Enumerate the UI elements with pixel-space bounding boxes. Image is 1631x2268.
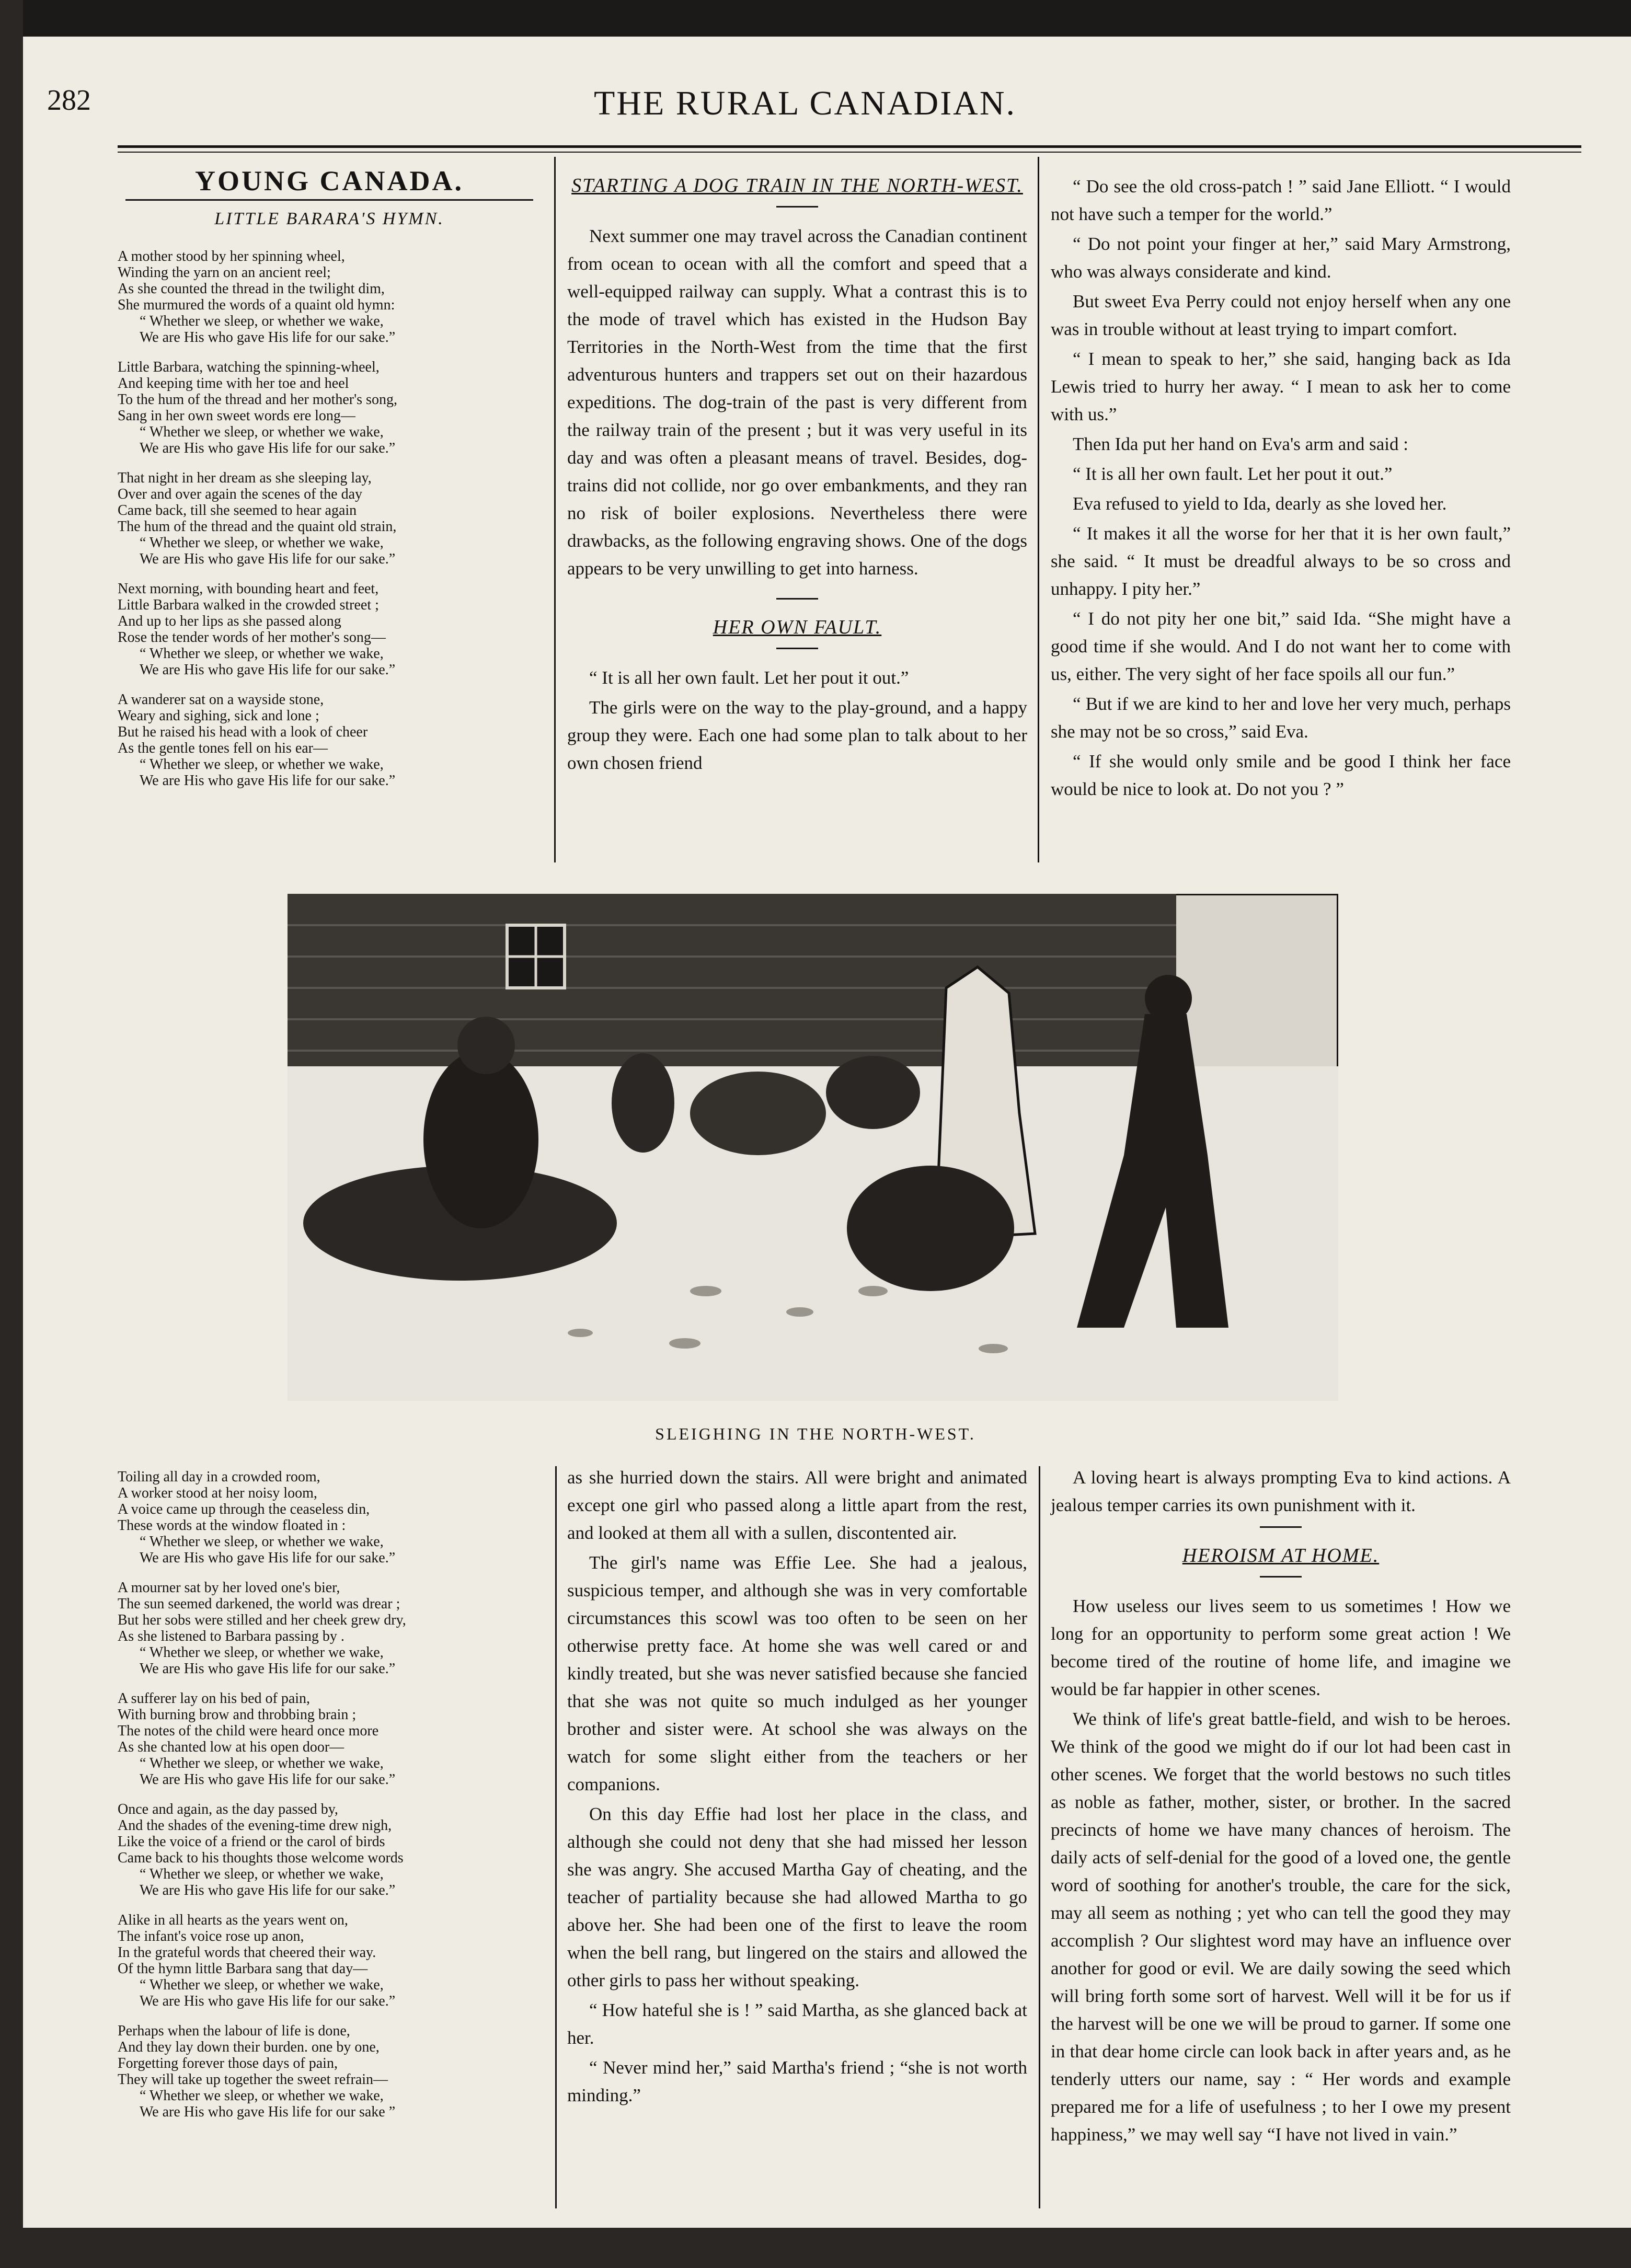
poem-line: The sun seemed darkened, the world was drear ; xyxy=(118,1596,400,1612)
header-rule xyxy=(118,145,1581,148)
poem-line: We are His who gave His life for our sake.” xyxy=(140,773,396,789)
poem-line: We are His who gave His life for our sake.” xyxy=(140,1993,396,2009)
her-own-fault-paragraph: The girl's name was Effie Lee. She had a jealous, suspicious temper, and although she was in very comfortable circumstances this scowl was too often to be seen on her otherwise pretty face. At home she was well cared or and kindly treated, but she was never satisfied because she fancied that she was not quite so much indulged as her younger brother and sister were. At school she was always on the watch for some slight either from the teachers or her companions. xyxy=(567,1552,1027,1794)
poem-line: “ Whether we sleep, or whether we wake, xyxy=(140,1755,384,1771)
poem-bottom xyxy=(118,1469,546,2120)
her-own-fault-bottom-column xyxy=(567,1464,1027,2111)
column-divider xyxy=(1038,157,1039,862)
poem-line: She murmured the words of a quaint old hymn: xyxy=(118,297,395,313)
page-scan-left-edge xyxy=(0,0,23,2268)
poem-line: “ Whether we sleep, or whether we wake, xyxy=(140,535,384,551)
poem-line: We are His who gave His life for our sake ” xyxy=(140,2104,396,2120)
poem-line: As she chanted low at his open door— xyxy=(118,1739,344,1755)
poem-line: A mourner sat by her loved one's bier, xyxy=(118,1580,340,1596)
column-divider xyxy=(555,1466,557,2208)
poem-line: Perhaps when the labour of life is done, xyxy=(118,2023,350,2039)
poem-line: A sufferer lay on his bed of pain, xyxy=(118,1690,311,1707)
reluctant-dog xyxy=(847,1166,1014,1291)
poem-line: And the shades of the evening-time drew nigh, xyxy=(118,1817,392,1834)
poem-line: And keeping time with her toe and heel xyxy=(118,375,349,392)
poem-line: We are His who gave His life for our sake.” xyxy=(140,1771,396,1788)
poem-line: Rose the tender words of her mother's song— xyxy=(118,629,386,646)
young-canada-title: YOUNG CANADA. xyxy=(195,165,464,197)
poem-line: As the gentle tones fell on his ear— xyxy=(118,740,328,756)
her-own-fault-paragraph: “ It is all her own fault. Let her pout it out.” xyxy=(1073,464,1393,484)
poem-line: A worker stood at her noisy loom, xyxy=(118,1485,317,1501)
poem-line: A wanderer sat on a wayside stone, xyxy=(118,692,324,708)
poem-line: A mother stood by her spinning wheel, xyxy=(118,248,345,264)
poem-line: But he raised his head with a look of cheer xyxy=(118,724,368,740)
poem-line: But her sobs were stilled and her cheek grew dry, xyxy=(118,1612,406,1628)
article-separator xyxy=(776,598,818,600)
poem-line: “ Whether we sleep, or whether we wake, xyxy=(140,646,384,662)
title-rule xyxy=(1260,1576,1302,1578)
her-own-fault-paragraph: “ Never mind her,” said Martha's friend ; “she is not worth minding.” xyxy=(567,2057,1027,2105)
poem-line: “ Whether we sleep, or whether we wake, xyxy=(140,756,384,773)
page-number: 282 xyxy=(47,84,91,117)
poem-continued-column xyxy=(118,1469,546,2134)
poem-line: “ Whether we sleep, or whether we wake, xyxy=(140,424,384,440)
poem-line: These words at the window floated in : xyxy=(118,1517,346,1534)
her-own-fault-paragraph: “ I do not pity her one bit,” said Ida. “She might have a good time if she would. And I do not want her to come with us, either. The very sight of her face spoils all our fun.” xyxy=(1051,608,1511,684)
poem-line: “ Whether we sleep, or whether we wake, xyxy=(140,2088,384,2104)
her-own-fault-paragraph: “ It is all her own fault. Let her pout it out.” xyxy=(589,667,909,688)
seated-man xyxy=(423,1051,538,1228)
her-own-fault-paragraph: On this day Effie had lost her place in the class, and although she could not deny that she had missed her lesson she was angry. She accused Martha Gay of cheating, and the teacher of partiality because she had allowed Martha to go above her. She had been one of the first to leave the room when the bell rang, but lingered on the stairs and allowed the other girls to pass her without speaking. xyxy=(567,1804,1027,1990)
her-own-fault-paragraph: But sweet Eva Perry could not enjoy herself when any one was in trouble without at least trying to impart comfort. xyxy=(1051,291,1511,339)
her-own-fault-paragraph: “ Do see the old cross-patch ! ” said Jane Elliott. “ I would not have such a temper for the world.” xyxy=(1051,176,1511,224)
heroism-paragraph: How useless our lives seem to us sometimes ! How we long for an opportunity to perform some great action ! We become tired of the routine of home life, and imagine we would be far happier in other scenes. xyxy=(1051,1596,1511,1699)
her-own-fault-paragraph: “ How hateful she is ! ” said Martha, as she glanced back at her. xyxy=(567,2000,1027,2048)
column-divider xyxy=(1039,1466,1040,2208)
poem-stanza xyxy=(118,1690,546,1788)
poem-line: We are His who gave His life for our sake.” xyxy=(140,551,396,567)
poem-line: We are His who gave His life for our sake.” xyxy=(140,662,396,678)
poem-line: Next morning, with bounding heart and feet, xyxy=(118,581,379,597)
poem-line: We are His who gave His life for our sake.” xyxy=(140,329,396,346)
poem-stanza xyxy=(118,1801,546,1898)
masthead-title: THE RURAL CANADIAN. xyxy=(593,84,1016,122)
poem-line: Came back, till she seemed to hear again xyxy=(118,502,357,519)
heroism-column xyxy=(1051,1464,1511,2150)
poem-line: Alike in all hearts as the years went on, xyxy=(118,1912,348,1928)
poem-line: As she listened to Barbara passing by . xyxy=(118,1628,344,1644)
poem-line: Little Barbara, watching the spinning-wheel, xyxy=(118,359,380,375)
title-rule xyxy=(776,648,818,649)
poem-line: Like the voice of a friend or the carol of birds xyxy=(118,1834,385,1850)
poem-stanza xyxy=(118,1469,546,1566)
poem-line: Toiling all day in a crowded room, xyxy=(118,1469,320,1485)
dog-figure xyxy=(690,1072,826,1155)
poem-line: We are His who gave His life for our sake.” xyxy=(140,440,396,456)
poem-top xyxy=(118,248,541,789)
poem-line: They will take up together the sweet refrain— xyxy=(118,2071,388,2088)
dog-train-paragraph: Next summer one may travel across the Canadian continent from ocean to ocean with all the comfort and speed that a well-equipped railway can supply. What a contrast this is to the mode of travel which has existed in the Hudson Bay Territories in the North-West from the time that the first adventurous hunters and trappers set out on their hazardous expeditions. The dog-train of the past is very different from the railway train of the present ; but it was very useful in its day and was often a pleasant means of travel. Besides, dog-trains did not collide, nor go over embankments, and they ran no risk of boiler explosions. Nevertheless there were drawbacks, as the following engraving shows. One of the dogs appears to be very unwilling to get into harness. xyxy=(567,226,1027,579)
article-separator xyxy=(1260,1526,1302,1528)
poem-line: In the grateful words that cheered their way. xyxy=(118,1944,376,1961)
her-own-fault-paragraph: The girls were on the way to the play-ground, and a happy group they were. Each one had some plan to talk about to her own chosen friend xyxy=(567,697,1027,773)
poem-stanza xyxy=(118,1580,546,1677)
her-own-fault-paragraph: “ But if we are kind to her and love her very much, perhaps she may not be so cross,” said Eva. xyxy=(1051,694,1511,742)
poem-line: “ Whether we sleep, or whether we wake, xyxy=(140,313,384,329)
dog-figure xyxy=(826,1056,920,1129)
page-scan-top-edge xyxy=(0,0,1631,37)
poem-line: As she counted the thread in the twilight dim, xyxy=(118,281,385,297)
poem-line: We are His who gave His life for our sake.” xyxy=(140,1550,396,1566)
poem-line: We are His who gave His life for our sake.” xyxy=(140,1882,396,1898)
poem-subtitle: LITTLE BARARA'S HYMN. xyxy=(214,209,444,228)
poem-line: The hum of the thread and the quaint old strain, xyxy=(118,519,397,535)
her-own-fault-paragraph: “ I mean to speak to her,” she said, hanging back as Ida Lewis tried to hurry her away. “ I mean to ask her to come with us.” xyxy=(1051,349,1511,424)
her-own-fault-paragraph: “ If she would only smile and be good I think her face would be nice to look at. Do not you ? ” xyxy=(1051,751,1511,799)
poem-line: Little Barbara walked in the crowded street ; xyxy=(118,597,379,613)
poem-line: With burning brow and throbbing brain ; xyxy=(118,1707,357,1723)
her-own-fault-paragraph: Eva refused to yield to Ida, dearly as she loved her. xyxy=(1073,493,1447,514)
poem-line: And they lay down their burden. one by one, xyxy=(118,2039,380,2055)
poem-line: The infant's voice rose up anon, xyxy=(118,1928,304,1944)
page-scan-bottom-edge xyxy=(0,2228,1631,2268)
her-own-fault-title: HER OWN FAULT. xyxy=(713,616,882,638)
poem-line: The notes of the child were heard once more xyxy=(118,1723,379,1739)
engraving-caption: SLEIGHING IN THE NORTH-WEST. xyxy=(655,1424,976,1443)
her-own-fault-continued-column xyxy=(1051,172,1511,805)
heroism-title: HEROISM AT HOME. xyxy=(1182,1545,1380,1567)
poem-line: Over and over again the scenes of the day xyxy=(118,486,363,502)
section-rule xyxy=(125,199,533,201)
heroism-paragraph: We think of life's great battle-field, and wish to be heroes. We think of the good we might do if our lot had been cast in other scenes. We forget that the world bestows no such titles as noble as father, mother, sister, or brother. In the sacred precincts of home we have many chances of heroism. The daily acts of self-denial for the good of a loved one, the gentle word of soothing for another's trouble, the care for the sick, may all seem as nothing ; yet who can tell the good they may accomplish ? Our slightest word may have an influence over another for good or evil. We are daily sowing the seed which will bring forth some sort of harvest. Well will it be for us if the harvest will be one we will be proud to garner. If some one in that dear home circle can look back in after years and, as he tenderly utters our name, say : “ Her words and example prepared me for a life of usefulness ; to her I owe my present happiness,” we may well say “I have not lived in vain.” xyxy=(1051,1709,1511,2145)
poem-stanza xyxy=(118,470,541,567)
poem-stanza xyxy=(118,2023,546,2120)
poem-line: Forgetting forever those days of pain, xyxy=(118,2055,338,2071)
poem-stanza xyxy=(118,1912,546,2009)
poem-line: Once and again, as the day passed by, xyxy=(118,1801,338,1817)
dog-train-column xyxy=(567,172,1027,779)
poem-stanza xyxy=(118,581,541,678)
her-own-fault-paragraph: as she hurried down the stairs. All were bright and animated except one girl who passed along a little apart from the rest, and looked at them all with a sullen, discontented air. xyxy=(567,1467,1027,1543)
young-canada-column xyxy=(118,167,541,802)
dog-figure xyxy=(612,1053,674,1153)
her-own-fault-paragraph: Then Ida put her hand on Eva's arm and said : xyxy=(1073,434,1408,454)
poem-line: “ Whether we sleep, or whether we wake, xyxy=(140,1866,384,1882)
poem-line: A voice came up through the ceaseless din, xyxy=(118,1501,370,1517)
cabin-wall xyxy=(288,894,1176,1066)
poem-line: “ Whether we sleep, or whether we wake, xyxy=(140,1644,384,1661)
dog-train-title: STARTING A DOG TRAIN IN THE NORTH-WEST. xyxy=(571,175,1023,197)
her-own-fault-paragraph: A loving heart is always prompting Eva to kind actions. A jealous temper carries its own punishment with it. xyxy=(1051,1467,1511,1515)
poem-line: And up to her lips as she passed along xyxy=(118,613,341,629)
poem-line: “ Whether we sleep, or whether we wake, xyxy=(140,1977,384,1993)
column-divider xyxy=(554,157,556,862)
poem-line: Came back to his thoughts those welcome words xyxy=(118,1850,404,1866)
poem-line: Sang in her own sweet words ere long— xyxy=(118,408,355,424)
poem-line: Weary and sighing, sick and lone ; xyxy=(118,708,319,724)
poem-stanza xyxy=(118,248,541,346)
title-rule xyxy=(776,206,818,208)
her-own-fault-paragraph: “ Do not point your finger at her,” said Mary Armstrong, who was always considerate and kind. xyxy=(1051,234,1511,282)
poem-line: That night in her dream as she sleeping lay, xyxy=(118,470,372,486)
header-rule-thin xyxy=(118,152,1581,153)
poem-stanza xyxy=(118,692,541,789)
poem-line: Winding the yarn on an ancient reel; xyxy=(118,264,331,281)
poem-line: We are His who gave His life for our sake.” xyxy=(140,1661,396,1677)
her-own-fault-paragraph: “ It makes it all the worse for her that it is her own fault,” she said. “ It must be dreadful always to be so cross and unhappy. I pity her.” xyxy=(1051,523,1511,599)
poem-stanza xyxy=(118,359,541,456)
poem-line: Of the hymn little Barbara sang that day— xyxy=(118,1961,368,1977)
sleighing-engraving xyxy=(288,894,1338,1401)
page-header xyxy=(47,73,1563,131)
poem-line: To the hum of the thread and her mother's song, xyxy=(118,392,397,408)
poem-line: “ Whether we sleep, or whether we wake, xyxy=(140,1534,384,1550)
